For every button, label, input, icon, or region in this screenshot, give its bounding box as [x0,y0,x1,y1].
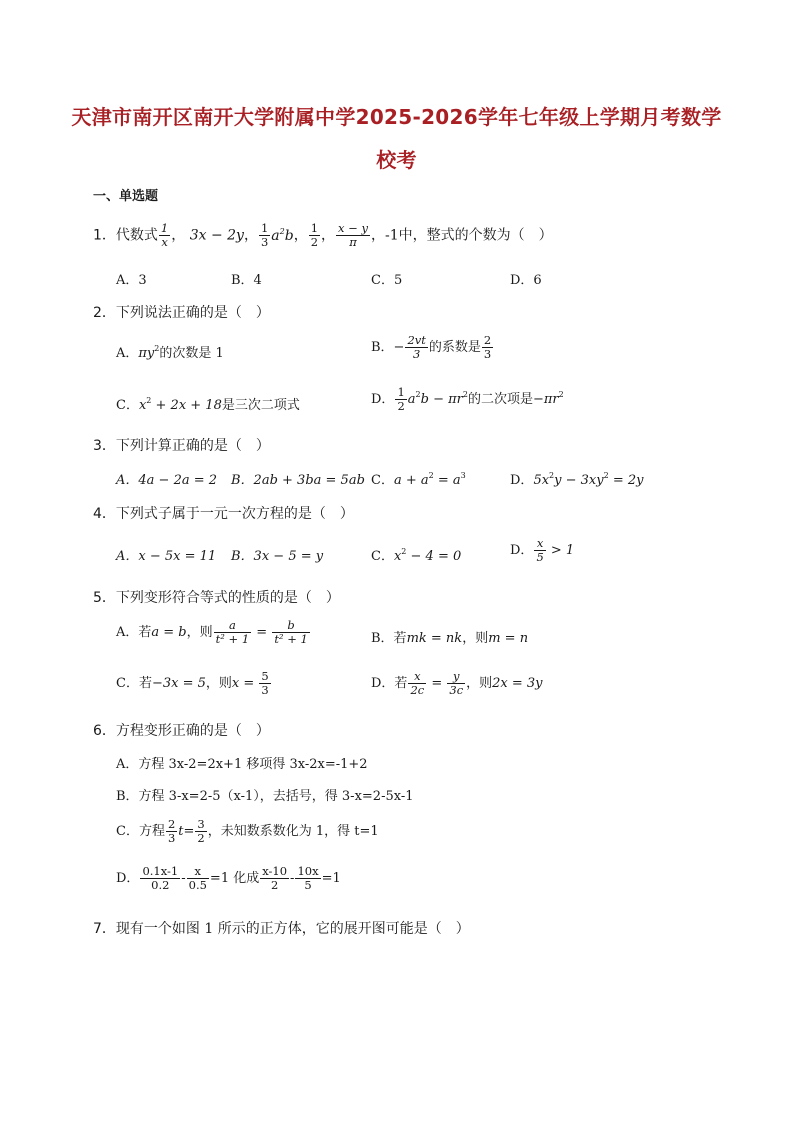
question-stem-tail: ，-1中，整式的个数为（ ） [370,227,553,244]
question-number: 3． [93,438,116,454]
option-d[interactable]: D．$5x^2y - 3xy^2 = 2y$ [510,471,644,488]
question-number: 6． [93,723,116,739]
option-b[interactable]: B．4 [231,273,262,288]
option-a[interactable]: A．x − 5x = 11 [116,549,217,564]
question-5 [93,587,340,607]
section-heading: 一、单选题 [93,189,159,204]
separator: ， [293,227,308,244]
expression: $a^2b$ [271,226,294,244]
question-number: 5． [93,590,116,606]
option-a[interactable]: A．方程 3x-2=2x+1 移项得 3x-2x=-1+2 [116,757,368,772]
option-c[interactable]: C．$x^2 - 4 = 0$ [371,547,462,564]
question-stem: 下列计算正确的是（ ） [115,438,270,454]
fraction: $\frac{1}{x}$ [160,221,169,250]
option-b[interactable]: B．2ab + 3ba = 5ab [231,473,365,488]
question-stem: 下列变形符合等式的性质的是（ ） [115,590,340,606]
question-stem: 下列式子属于一元一次方程的是（ ） [115,506,354,522]
option-d[interactable]: D． $\frac{x}{5}$ > 1 [510,536,575,565]
fraction: $\frac{1}{2}$ [310,221,319,250]
question-1 [93,222,553,249]
fraction: $\frac{1}{3}$ [260,221,269,250]
question-2 [93,302,270,322]
option-d[interactable]: D．6 [510,273,542,288]
question-stem: 现有一个如图 1 所示的正方体，它的展开图可能是（ ） [115,921,470,937]
question-number: 1． [93,227,116,244]
separator: ， [243,227,258,244]
option-c[interactable]: C．方程 $\frac{2}{3}$ t= $\frac{3}{2}$ ，未知数系数化为 1，得 t=1 [116,817,379,846]
question-stem: 下列说法正确的是（ ） [115,305,270,321]
question-6 [93,720,270,740]
option-c[interactable]: C．若−3x = 5，则x = $\frac{5}{3}$ [116,669,269,698]
option-b[interactable]: B．方程 3-x=2-5（x-1），去括号，得 3-x=2-5x-1 [116,789,414,804]
option-b[interactable]: B．3x − 5 = y [231,549,324,564]
question-number: 4． [93,506,116,522]
separator: ， [321,227,336,244]
question-stem: 方程变形正确的是（ ） [115,723,270,739]
option-b[interactable]: B．若mk = nk，则m = n [371,631,529,646]
question-7 [93,918,470,938]
option-d[interactable]: D． $\frac{0.1x-1}{0.2}$ - $\frac{x}{0.5}$ =1 化成 $\frac{x-10}{2}$ - $\frac{10x}{5}$ =1 [116,864,341,893]
option-c[interactable]: C．$a + a^2 = a^3$ [371,471,466,488]
separator: ， [171,227,186,244]
option-c[interactable]: C．5 [371,273,403,288]
question-4 [93,503,354,523]
option-a[interactable]: A．4a − 2a = 2 [116,473,218,488]
document-title-continued: 校考 [376,148,417,172]
document-title: 天津市南开区南开大学附属中学2025-2026学年七年级上学期月考数学 [71,105,722,129]
question-3 [93,435,270,455]
option-a[interactable]: A．$\pi y^2$的次数是 1 [116,344,224,361]
option-d[interactable]: D．若 $\frac{x}{2c}$ = $\frac{y}{3c}$ ，则2x = 3y [371,669,543,698]
option-a[interactable]: A．3 [116,273,147,288]
question-number: 2． [93,305,116,321]
expression: 3x − 2y [189,227,244,244]
fraction: $\frac{x - y}{\pi}$ [338,221,368,250]
option-b[interactable]: B．− $\frac{2vt}{3}$ 的系数是 $\frac{2}{3}$ [371,333,492,362]
question-stem-lead: 代数式 [115,227,158,244]
option-a[interactable]: A．若a = b，则 $\frac{a}{\text{t² + 1}}$ = $\frac{b}{\text{t² + 1}}$ [116,618,308,647]
option-d[interactable]: D． $\frac{1}{2}$ $a^2b - \pi r^2$的二次项是$-\pi r^2$ [371,385,564,414]
question-number: 7． [93,921,116,937]
option-c[interactable]: C．$x^2 + 2x + 18$是三次二项式 [116,396,300,413]
